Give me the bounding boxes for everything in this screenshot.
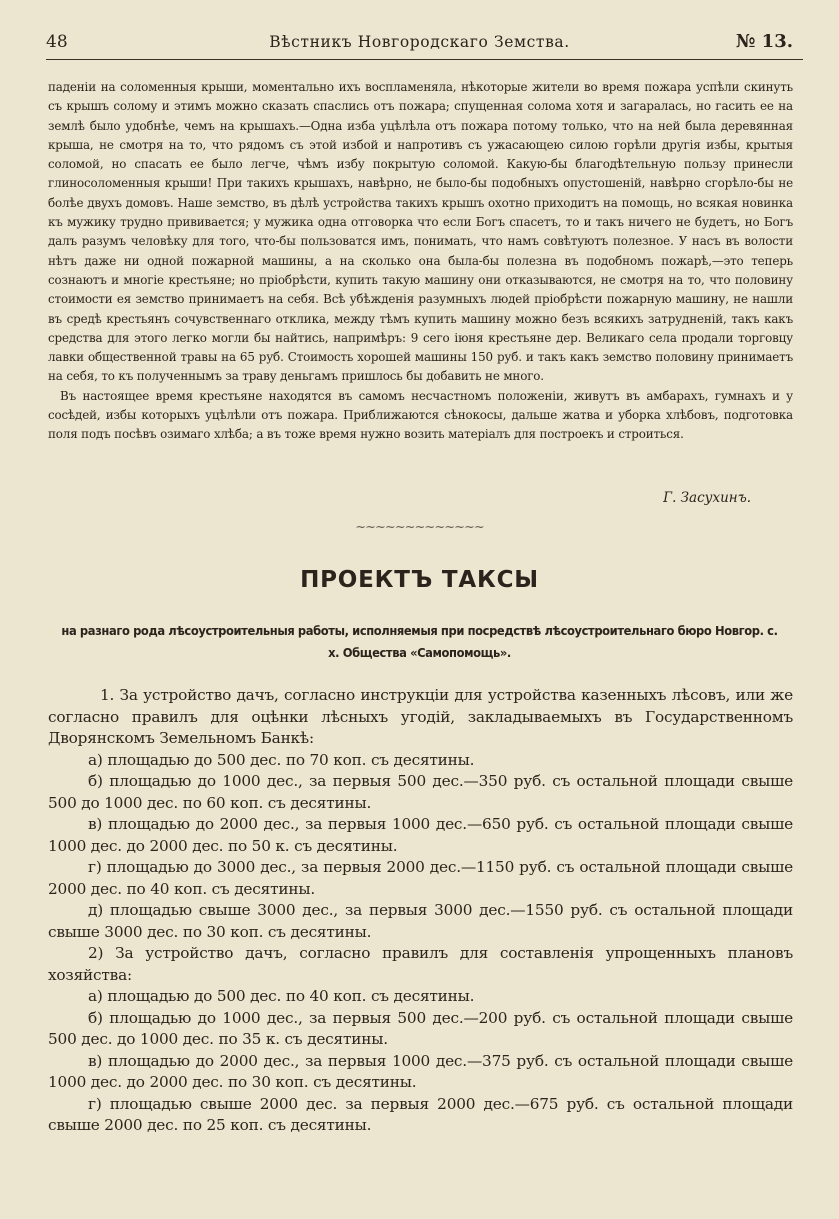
tariff-item-1a: а) площадью до 500 дес. по 70 коп. съ десятины. [88, 750, 475, 769]
tariff-item-1d: г) площадью до 3000 дес., за первыя 2000 дес.—1150 руб. съ остальной площади свыше 2000 дес. по 40 коп. съ десятины. [48, 858, 793, 898]
issue-number: № 13. [735, 31, 793, 52]
tariff-item-1: 1. За устройство дачъ, согласно инструкціи для устройства казенныхъ лѣсовъ, или же согласно правилъ для оцѣнки лѣсныхъ угодій, закладываемыхъ въ Государственномъ Дворянскомъ Земельномъ Банкѣ: [48, 686, 793, 747]
tariff-item-2b: б) площадью до 1000 дес., за первыя 500 дес.—200 руб. съ остальной площади свыше 500 дес. до 1000 дес. по 35 к. съ десятины. [48, 1008, 793, 1048]
page-number: 48 [46, 32, 68, 52]
tariff-item-2a: а) площадью до 500 дес. по 40 коп. съ десятины. [88, 987, 475, 1005]
tariff-item-1e: д) площадью свыше 3000 дес., за первыя 3000 дес.—1550 руб. съ остальной площади свыше 3000 дес. по 30 коп. съ десятины. [48, 901, 793, 941]
tariff-item-2d: г) площадью свыше 2000 дес. за первыя 2000 дес.—675 руб. съ остальной площади свыше 2000 дес. по 25 коп. съ десятины. [48, 1094, 793, 1134]
article-body [48, 78, 793, 445]
section-divider-ornament: ~~~~~~~~~~~~~ [355, 520, 484, 535]
journal-title: Вѣстникъ Новгородскаго Земства. [269, 33, 570, 51]
tariff-list [48, 685, 793, 1137]
header-rule [46, 59, 803, 60]
author-signature: Г. Засухинъ. [663, 490, 751, 506]
article-paragraph-2: Въ настоящее время крестьяне находятся въ самомъ несчастномъ положеніи, живутъ въ амбарахъ, гумнахъ и у сосѣдей, избы которыхъ уцѣлѣли отъ пожара. Приближаются сѣнокосы, дальше жатва и уборка хлѣбовъ, подготовка поля подъ посѣвъ озимаго хлѣба; а въ тоже время нужно возить матеріалъ для построекъ и строиться. [48, 388, 793, 442]
tariff-item-1c: в) площадью до 2000 дес., за первыя 1000 дес.—650 руб. съ остальной площади свыше 1000 дес. до 2000 дес. по 50 к. съ десятины. [48, 815, 793, 855]
tariff-item-2c: в) площадью до 2000 дес., за первыя 1000 дес.—375 руб. съ остальной площади свыше 1000 дес. до 2000 дес. по 30 коп. съ десятины. [48, 1051, 793, 1091]
page-header [46, 28, 793, 58]
tariff-item-2: 2) За устройство дачъ, согласно правилъ для составленія упрощенныхъ плановъ хозяйства: [48, 944, 793, 984]
project-title: ПРОЕКТЪ ТАКСЫ [300, 567, 539, 593]
project-subtitle: на разнаго рода лѣсоустроительныя работы, исполняемыя при посредствѣ лѣсоустроительнаго бюро Новгор. с. х. Общества «Самопомощь». [61, 624, 778, 661]
tariff-item-1b: б) площадью до 1000 дес., за первыя 500 дес.—350 руб. съ остальной площади свыше 500 до 1000 дес. по 60 коп. съ десятины. [48, 772, 793, 812]
article-paragraph-1: паденіи на соломенныя крыши, моментально ихъ воспламеняла, нѣкоторые жители во время пожара успѣли скинуть съ крышъ солому и этимъ можно сказать спаслись отъ пожара; спущенная солома хотя и загаралась, но гасить ее на землѣ было удобнѣе, чемъ на крышахъ.—Одна изба уцѣлѣла отъ пожара потому только, что на ней была деревянная крыша, не смотря на то, что рядомъ съ этой избой и напротивъ съ ужасающею силою горѣли другія избы, крытыя соломой, но спасать ее было легче, чѣмъ избу покрытую соломой. Какую-бы благодѣтельную пользу принесли глиносоломенныя крыши! При такихъ крышахъ, навѣрно, не было-бы подобныхъ опустошеній, навѣрно сгорѣло-бы не болѣе двухъ домовъ. Наше земство, въ дѣлѣ устройства такихъ крышъ охотно приходитъ на помощь, но всякая новинка къ мужику трудно прививается; у мужика одна отговорка что если Богъ спасетъ, то и такъ ничего не будетъ, но Богъ далъ разумъ человѣку для того, что-бы пользоватся имъ, понимать, что намъ совѣтуютъ полезное. У насъ въ волости нѣтъ даже ни одной пожарной машины, а на сколько она была-бы полезна въ подобномъ пожарѣ,—это теперь сознаютъ и многіе крестьяне; но пріобрѣсти, купить такую машину они отказываются, не смотря на то, что половину стоимости ея земство принимаетъ на себя. Всѣ убѣжденія разумныхъ людей пріобрѣсти пожарную машину, не нашли въ средѣ крестьянъ сочувственнаго отклика, между тѣмъ купить машину можно безъ всякихъ затрудненій, такъ какъ средства для этого легко могли бы найтись, напримѣръ: 9 сего іюня крестьяне дер. Великаго села продали торговцу лавки общественной травы на 65 руб. Стоимость хорошей машины 150 руб. и такъ какъ земство половину принимаетъ на себя, то къ полученнымъ за траву деньгамъ пришлось бы добавить не много. [48, 80, 793, 384]
